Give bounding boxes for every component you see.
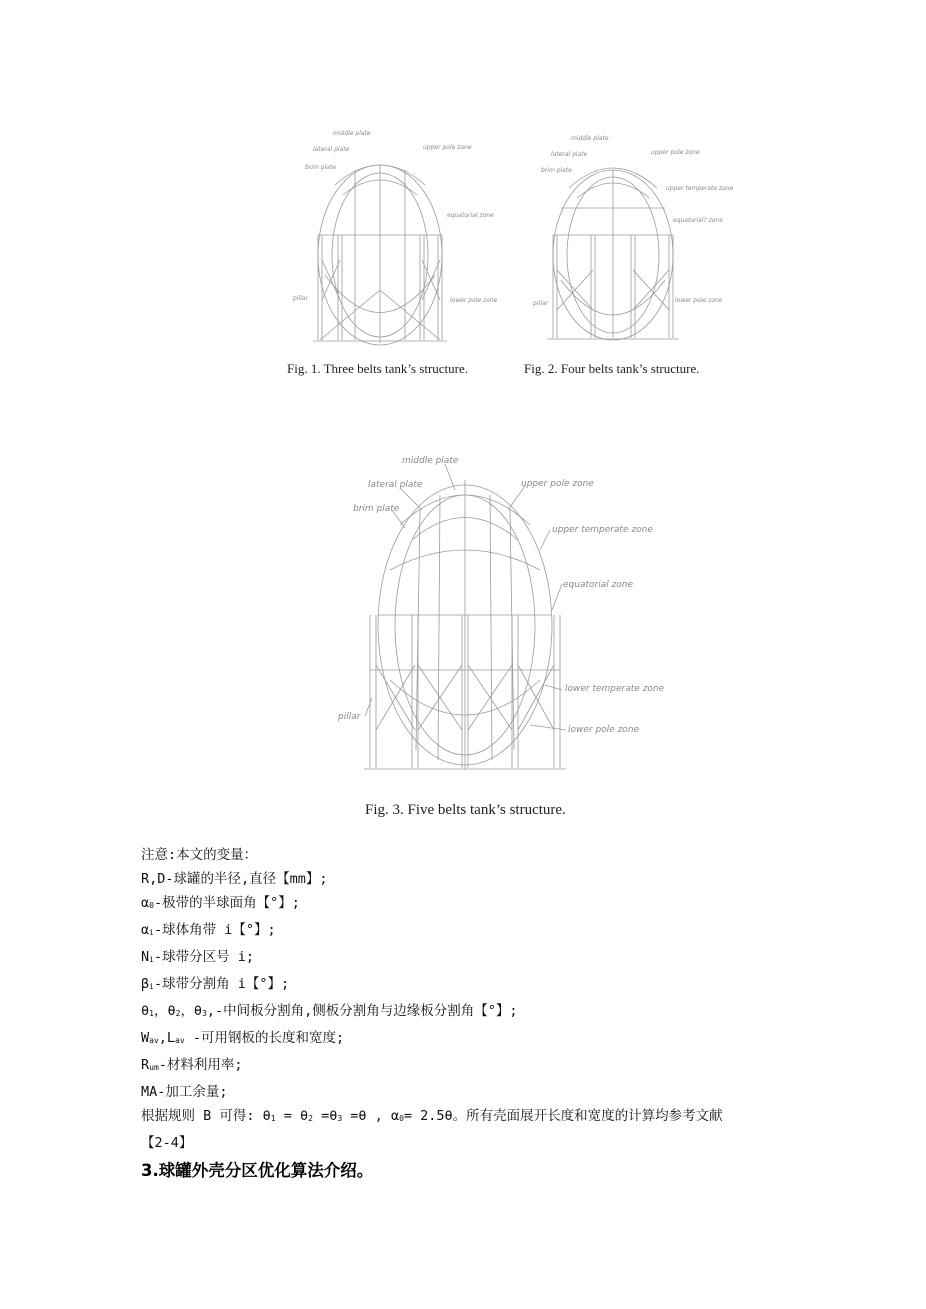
fig3-label-pillar: pillar	[338, 712, 361, 722]
fig2-label-middle: middle plate	[571, 135, 609, 142]
fig3-label-brim: brim plate	[353, 504, 400, 514]
fig2-label-brim: brim plate	[541, 167, 572, 174]
fig3-label-lower-pole: lower pole zone	[568, 725, 640, 735]
fig1-label-lateral: lateral plate	[313, 146, 350, 153]
fig2-label-equatorial: equatorial? zone	[673, 217, 723, 224]
figure-3-caption: Fig. 3. Five belts tank’s structure.	[365, 802, 566, 818]
figure-2-drawing	[533, 130, 743, 345]
fig1-label-upper-pole: upper pole zone	[423, 144, 472, 151]
fig2-label-pillar: pillar	[533, 300, 548, 307]
notes-ma: MA-加工余量;	[141, 1084, 228, 1100]
fig2-label-upper-pole: upper pole zone	[651, 149, 700, 156]
variables-notes	[141, 843, 801, 1155]
fig3-label-equatorial: equatorial zone	[563, 580, 634, 590]
notes-intro: 注意:本文的变量：	[141, 847, 258, 863]
figure-3-five-belts	[330, 450, 670, 775]
fig3-label-lateral: lateral plate	[368, 480, 423, 490]
figure-2-caption: Fig. 2. Four belts tank’s structure.	[524, 361, 700, 376]
figure-2-four-belts	[533, 130, 743, 345]
fig3-label-middle: middle plate	[402, 456, 459, 466]
fig1-label-brim: brim plate	[305, 164, 336, 171]
fig3-label-lower-temperate: lower temperate zone	[565, 684, 665, 694]
fig2-label-lower-pole: lower pole zone	[675, 297, 723, 304]
notes-rule-b: 根据规则 B 可得: $\theta_1 = \theta_2 =\theta_3 =\theta$ , $\alpha_0= 2.5\theta$。所有壳面展开长度和宽度的计算均参考文献	[141, 1108, 723, 1124]
figure-1-caption: Fig. 1. Three belts tank’s structure.	[287, 361, 469, 376]
fig1-label-middle: middle plate	[333, 130, 371, 137]
notes-theta: $\theta_1$，$\theta_2$，$\theta_3,-$中间板分割角,侧板分割角与边缘板分割角【°】;	[141, 1003, 518, 1019]
fig2-label-lateral: lateral plate	[551, 151, 588, 158]
notes-rum: $R_{um}-$材料利用率;	[141, 1057, 243, 1073]
notes-betai: $\beta_i-$球带分割角 i【°】;	[141, 976, 290, 992]
figure-1-drawing	[285, 125, 500, 347]
section-heading: 3.球罐外壳分区优化算法介绍。	[141, 1161, 374, 1180]
figure-3-drawing	[330, 450, 670, 775]
notes-radius-diameter: R,D-球罐的半径,直径【mm】;	[141, 871, 328, 887]
fig3-label-upper-temperate: upper temperate zone	[552, 525, 653, 535]
fig2-label-upper-temperate: upper temperate zone	[666, 185, 734, 192]
fig3-label-upper-pole: upper pole zone	[521, 479, 594, 489]
notes-ni: $N_i-$球带分区号 i;	[141, 949, 254, 965]
fig1-label-equatorial: equatorial zone	[447, 212, 494, 219]
notes-alphai: $\alpha_i-$球体角带 i【°】;	[141, 922, 276, 938]
fig1-label-pillar: pillar	[293, 295, 308, 302]
notes-reference: 【2-4】	[141, 1135, 193, 1151]
notes-alpha0: $\alpha_0-$极带的半球面角【°】;	[141, 895, 300, 911]
fig1-label-lower-pole: lower pole zone	[450, 297, 498, 304]
figure-1-three-belts	[285, 125, 500, 347]
notes-wav-lav: $W_{av},L_{av}$ -可用钢板的长度和宽度;	[141, 1030, 345, 1046]
